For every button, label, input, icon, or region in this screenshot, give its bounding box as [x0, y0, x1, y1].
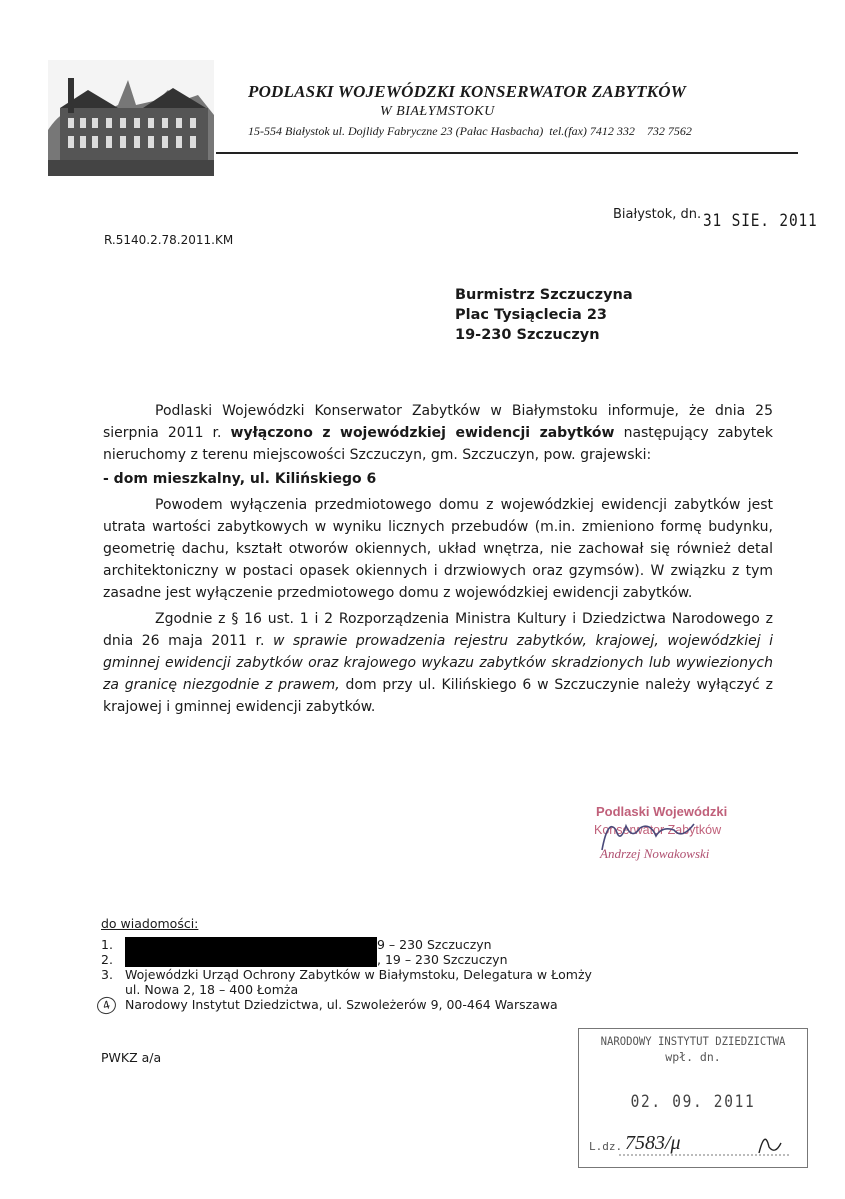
letter-body [103, 400, 773, 718]
cc-list [101, 916, 592, 1014]
regulation-title: w sprawie prowadzenia rejestru zabytków, krajowej, wojewódzkiej i gminnej ewidencji zabytków oraz krajowego wykazu zabytków skradzionych lub wywiezionych za granicę niezgodnie z prawem, [103, 633, 774, 693]
stamp-line-1: Podlaski Wojewódzki [596, 804, 728, 819]
paragraph-3: Zgodnie z § 16 ust. 1 i 2 Rozporządzenia Ministra Kultury i Dziedzictwa Narodowego z dnia 26 maja 2011 r. w sprawie prowadzenia rejestru zabytków, krajowej, wojewódzkiej i gminnej ewidencji zabytków oraz krajowego wykazu zabytków skradzionych lub wywiezionych za granicę niezgodnie z prawem, dom przy ul. Kilińskiego 6 w Szczuczynie należy wyłączyć z krajowej i gminnej ewidencji zabytków. [103, 611, 774, 715]
received-stamp-title: NARODOWY INSTYTUT DZIEDZICTWA [600, 1034, 786, 1048]
heritage-item: - dom mieszkalny, ul. Kilińskiego 6 [103, 471, 377, 487]
cc-item-4: 4 Narodowy Instytut Dziedzictwa, ul. Szwoleżerów 9, 00-464 Warszawa [101, 997, 592, 1014]
handwritten-ldz [619, 1125, 799, 1161]
redaction-block [125, 937, 377, 952]
received-stamp-sub: wpł. dn. [665, 1050, 721, 1064]
paragraph-1: Podlaski Wojewódzki Konserwator Zabytków w Białymstoku informuje, że dnia 25 sierpnia 2011 r. wyłączono z wojewódzkiej ewidencji zabytków następujący zabytek nieruchomy z terenu miejscowości Szczuczyn, gm. Szczuczyn, pow. grajewski: [103, 403, 773, 463]
institution-address: 15-554 Białystok ul. Dojlidy Fabryczne 23 (Pałac Hasbacha) tel.(fax) 7412 332 732 7562 [248, 124, 692, 138]
reference-number: R.5140.2.78.2011.KM [104, 233, 234, 247]
received-stamp-date: 02. 09. 2011 [630, 1092, 756, 1112]
cc-item-3: 3. Wojewódzki Urząd Ochrony Zabytków w Białymstoku, Delegatura w Łomży ul. Nowa 2, 18 – 400 Łomża [101, 967, 592, 997]
institution-title: PODLASKI WOJEWÓDZKI KONSERWATOR ZABYTKÓW [248, 82, 686, 101]
letter-date [613, 203, 838, 231]
paragraph-2: Powodem wyłączenia przedmiotowego domu z wojewódzkiej ewidencji zabytków jest utrata wartości zabytkowych w wyniku licznych przebudów (m.in. zmieniono formę budynku, geometrię dachu, kształt otworów okiennych, układ wnętrza, nie zachował się również detal architektoniczny w postaci opasek okiennych i drzwiowych oraz gzymsów). W związku z tym zasadne jest wyłączenie przedmiotowego domu z wojewódzkiej ewidencji zabytków. [103, 497, 773, 601]
letterhead-divider [216, 152, 798, 154]
recipient-line-2: Plac Tysiąclecia 23 [455, 307, 608, 323]
recipient-line-1: Burmistrz Szczuczyna [455, 287, 633, 303]
palace-logo-image [48, 60, 214, 176]
received-ldz-label: L.dz. [589, 1140, 623, 1153]
stamp-line-2: Konserwator Zabytków [594, 823, 722, 837]
circled-number: 4 [95, 995, 118, 1016]
archive-note: PWKZ a/a [101, 1050, 162, 1065]
cc-item-1: 1. 9 – 230 Szczuczyn [101, 937, 492, 952]
institution-city: W BIAŁYMSTOKU [380, 104, 495, 119]
official-stamp-signature [570, 800, 770, 880]
received-stamp [578, 1028, 808, 1168]
date-stamp-value: 31 SIE. 2011 [703, 211, 818, 231]
date-label: Białystok, dn. [613, 207, 702, 222]
recipient-address [455, 285, 633, 345]
cc-item-2: 2. , 19 – 230 Szczuczyn [101, 952, 508, 967]
paragraph-1-bold: wyłączono z wojewódzkiej ewidencji zabytków [230, 425, 615, 441]
handwritten-ldz-value: 7583/μ [625, 1132, 681, 1154]
recipient-line-3: 19-230 Szczuczyn [455, 327, 600, 343]
stamp-name: Andrzej Nowakowski [600, 846, 710, 861]
cc-title: do wiadomości: [101, 916, 199, 931]
redaction-block [125, 952, 377, 967]
